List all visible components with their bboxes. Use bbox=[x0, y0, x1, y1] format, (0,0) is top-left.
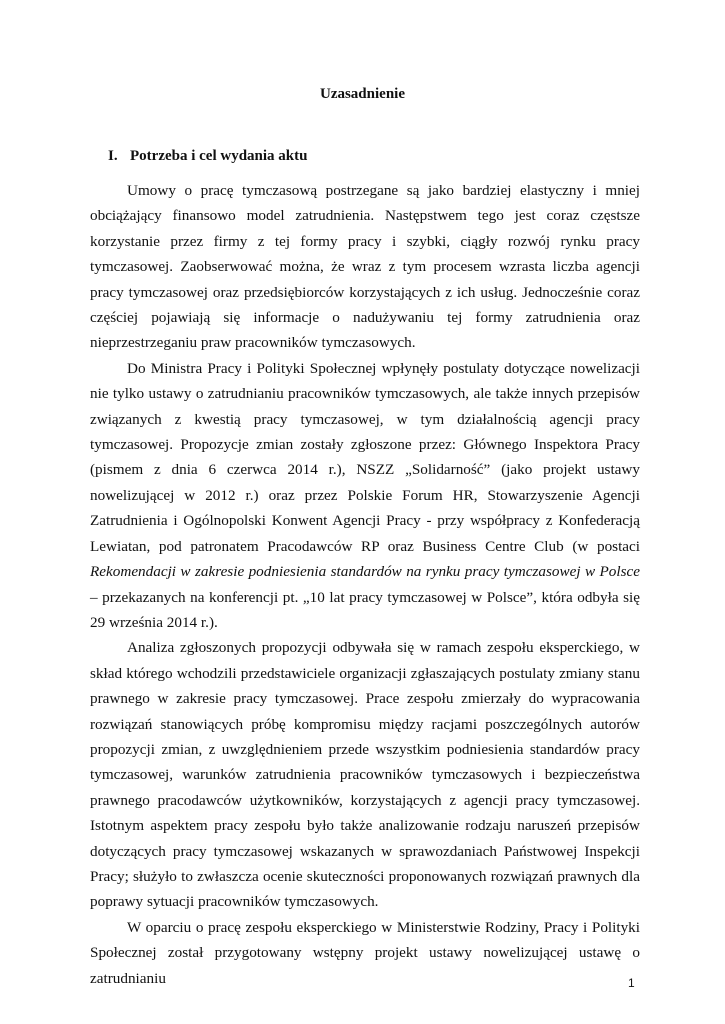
page-number: 1 bbox=[628, 976, 635, 990]
section-heading bbox=[108, 148, 308, 165]
section-number: I. bbox=[108, 148, 118, 164]
paragraph-3: Analiza zgłoszonych propozycji odbywała się w ramach zespołu eksperckiego, w skład którego wchodzili przedstawiciele organizacji zgłaszających postulaty zmiany stanu prawnego w zakresie pracy tymczasowej. Prace zespołu zmierzały do wypracowania rozwiązań stanowiących próbę kompromisu między racjami poszczególnych autorów propozycji zmian, z uwzględnieniem przede wszystkim podniesienia standardów pracy tymczasowej, warunków zatrudnienia pracowników tymczasowych i bezpieczeństwa prawnego pracodawców użytkowników, korzystających z agencji pracy tymczasowej. Istotnym aspektem pracy zespołu było także analizowanie rodzaju naruszeń przepisów dotyczących pracy tymczasowej wskazanych w sprawozdaniach Państwowej Inspekcji Pracy; służyło to zwłaszcza ocenie skuteczności proponowanych rozwiązań prawnych dla poprawy sytuacji pracowników tymczasowych. bbox=[90, 639, 640, 911]
paragraph-4: W oparciu o pracę zespołu eksperckiego w Ministerstwie Rodziny, Pracy i Polityki Społecznej został przygotowany wstępny projekt ustawy nowelizującej ustawę o zatrudnianiu bbox=[90, 918, 640, 987]
document-title: Uzasadnienie bbox=[319, 86, 405, 102]
document-body bbox=[90, 178, 640, 991]
paragraph-2 bbox=[90, 356, 640, 635]
paragraph-1: Umowy o pracę tymczasową postrzegane są jako bardziej elastyczny i mniej obciążający finansowo model zatrudnienia. Następstwem tego jest coraz częstsze korzystanie przez firmy z tej formy pracy i szybki, ciągły rozwój rynku pracy tymczasowej. Zaobserwować można, że wraz z tym procesem wzrasta liczba agencji pracy tymczasowej oraz przedsiębiorców korzystających z ich usług. Jednocześnie coraz częściej pojawiają się informacje o nadużywaniu tej formy zatrudnienia oraz nieprzestrzeganiu praw pracowników tymczasowych. bbox=[90, 182, 640, 352]
paragraph-2-part-2: – przekazanych na konferencji pt. „10 lat pracy tymczasowej w Polsce”, która odbyła się 29 września 2014 r.). bbox=[90, 588, 640, 631]
paragraph-2-italic-title: Rekomendacji w zakresie podniesienia standardów na rynku pracy tymczasowej w Polsce bbox=[90, 563, 640, 581]
section-heading-text: Potrzeba i cel wydania aktu bbox=[130, 148, 308, 164]
paragraph-2-part-1: Do Ministra Pracy i Polityki Społecznej wpłynęły postulaty dotyczące nowelizacji nie tylko ustawy o zatrudnianiu pracowników tymczasowych, ale także innych przepisów związanych z kwestią pracy tymczasowej, w tym działalnością agencji pracy tymczasowej. Propozycje zmian zostały zgłoszone przez: Głównego Inspektora Pracy (pismem z dnia 6 czerwca 2014 r.), NSZZ „Solidarność” (jako projekt ustawy nowelizującej w 2012 r.) oraz przez Polskie Forum HR, Stowarzyszenie Agencji Zatrudnienia i Ogólnopolski Konwent Agencji Pracy - przy współpracy z Konfederacją Lewiatan, pod patronatem Pracodawców RP oraz Business Centre Club (w postaci bbox=[90, 359, 640, 555]
